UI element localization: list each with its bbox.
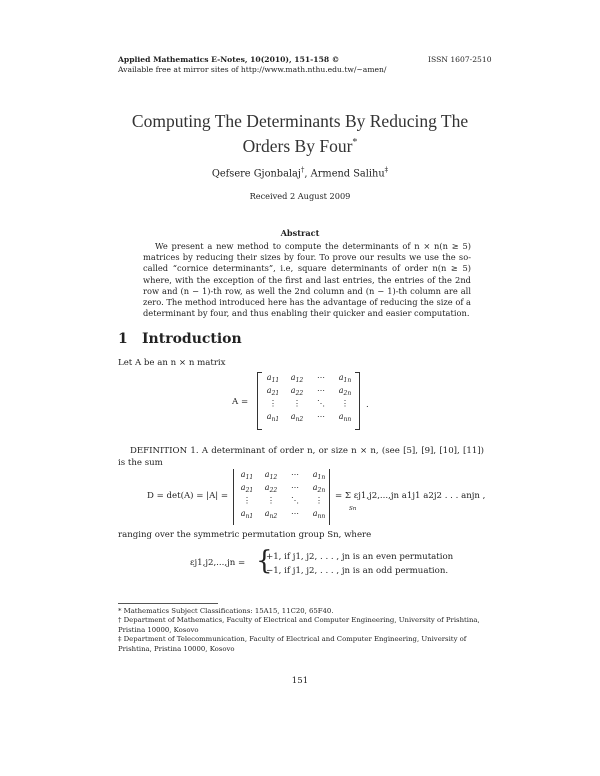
matrix-entry: ⋯ — [317, 412, 325, 421]
det-rhs: = Σ εj1,j2,...,jn a1j1 a2j2 . . . anjn , — [335, 491, 486, 501]
author-1-mark: † — [300, 166, 305, 174]
author-2-mark: ‡ — [384, 166, 389, 174]
matrix-entry: $a_{12}$ — [264, 470, 278, 481]
matrix-entry: ⋮ — [267, 496, 275, 505]
matrix-end: . — [366, 400, 369, 410]
title-line-2-text: Orders By Four — [242, 135, 353, 156]
matrix-entry: $a_{n2}$ — [290, 412, 304, 423]
intro-sentence: Let A be an n × n matrix — [118, 358, 226, 368]
matrix-entry: ⋮ — [341, 399, 349, 408]
matrix-entry: $a_{n1}$ — [266, 412, 280, 423]
matrix-entry: ⋯ — [291, 470, 299, 479]
epsilon-lhs: εj1,j2,...,jn = — [190, 558, 246, 568]
matrix-entry: ⋯ — [317, 373, 325, 382]
section-number: 1 — [118, 331, 128, 347]
matrix-lhs: A = — [232, 397, 249, 407]
footnote-author-1: † Department of Mathematics, Faculty of Electrical and Computer Engineering, University of Prishtina, Pristina 10000, Kosovo — [118, 616, 480, 634]
matrix-entry: $a_{2n}$ — [312, 483, 326, 494]
brace: { — [256, 546, 273, 576]
matrix-entry: ⋯ — [317, 386, 325, 395]
mirror-sites-line: Available free at mirror sites of http://www.math.nthu.edu.tw/~amen/ — [118, 65, 387, 74]
matrix-entry: $a_{21}$ — [266, 386, 280, 397]
matrix-entry: $a_{22}$ — [264, 483, 278, 494]
matrix-entry: $a_{n1}$ — [240, 509, 254, 520]
matrix-a — [257, 372, 361, 430]
matrix-entry: ⋮ — [269, 399, 277, 408]
section-title: Introduction — [142, 331, 242, 347]
matrix-entry: ⋯ — [291, 509, 299, 518]
footnote-author-2: ‡ Department of Telecommunication, Faculty of Electrical and Computer Engineering, University of Prishtina, Pristina 10000, Kosovo — [118, 635, 467, 653]
title-line-2 — [60, 132, 540, 157]
abstract-heading: Abstract — [280, 228, 320, 238]
author-line — [60, 166, 540, 179]
title-footnote-mark: * — [352, 137, 358, 148]
matrix-entry: $a_{1n}$ — [312, 470, 326, 481]
matrix-entry: $a_{2n}$ — [338, 386, 352, 397]
matrix-entry: $a_{22}$ — [290, 386, 304, 397]
matrix-entry: $a_{21}$ — [240, 483, 254, 494]
matrix-entry: $a_{11}$ — [240, 470, 254, 481]
abstract-body: We present a new method to compute the determinants of n × n(n ≥ 5) matrices by reducing their sizes by four. To prove our results we use the so-called “cornice determinants”, i.e, square determinants of order n(n ≥ 5) where, with the exception of the first and last entries, the entries of the 2nd row and (n − 1)-th row, as well the 2nd column and (n − 1)-th column are all zero. The method introduced here has the advantage of reducing the size of a determinant by four, and thus enabling their quicker and easier computation. — [143, 241, 471, 319]
page-number: 151 — [291, 676, 309, 686]
ranging-sentence: ranging over the symmetric permutation group Sn, where — [118, 530, 372, 540]
author-2: Armend Salihu — [310, 168, 385, 180]
matrix-entry: $a_{nn}$ — [312, 509, 326, 520]
matrix-entry: $a_{11}$ — [266, 373, 280, 384]
section-heading — [118, 331, 242, 347]
issn: ISSN 1607-2510 — [428, 55, 492, 64]
sum-subscript: Sn — [349, 506, 357, 512]
matrix-entry: ⋮ — [243, 496, 251, 505]
received-date: Received 2 August 2009 — [249, 191, 351, 201]
paper-title — [60, 110, 540, 157]
determinant-a — [233, 469, 333, 527]
epsilon-case-odd: −1, if j1, j2, . . . , jn is an odd permuation. — [266, 566, 449, 576]
journal-citation: Applied Mathematics E-Notes, 10(2010), 151-158 © — [118, 55, 340, 64]
author-1: Qefsere Gjonbalaj — [211, 168, 301, 180]
running-header — [118, 55, 386, 75]
matrix-entry: ⋯ — [291, 483, 299, 492]
footnote-msc: * Mathematics Subject Classifications: 15A15, 11C20, 65F40. — [118, 607, 334, 615]
matrix-entry: $a_{nn}$ — [338, 412, 352, 423]
footnote-rule — [118, 603, 218, 604]
epsilon-case-even: +1, if j1, j2, . . . , jn is an even permutation — [266, 552, 454, 562]
matrix-entry: ⋱ — [291, 496, 299, 505]
definition-1: DEFINITION 1. A determinant of order n, or size n × n, (see [5], [9], [10], [11]) is the sum — [118, 446, 484, 468]
epsilon-cases — [266, 550, 453, 578]
matrix-entry: $a_{n2}$ — [264, 509, 278, 520]
matrix-entry: $a_{1n}$ — [338, 373, 352, 384]
det-lhs: D = det(A) = |A| = — [147, 491, 229, 501]
footnotes — [118, 607, 486, 654]
matrix-entry: ⋱ — [317, 399, 325, 408]
matrix-entry: ⋮ — [293, 399, 301, 408]
matrix-entry: $a_{12}$ — [290, 373, 304, 384]
author-separator: , — [304, 168, 311, 180]
title-line-1: Computing The Determinants By Reducing The — [131, 111, 469, 131]
matrix-entry: ⋮ — [315, 496, 323, 505]
